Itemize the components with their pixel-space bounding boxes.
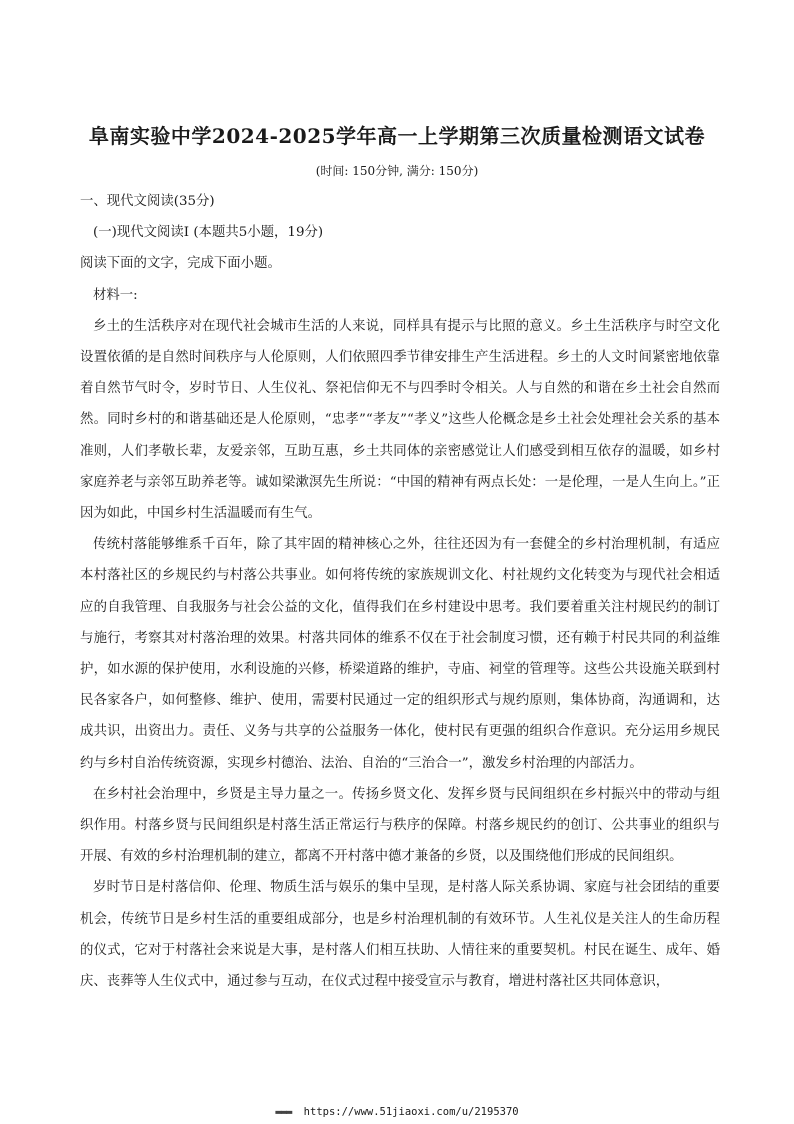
body-paragraph: 传统村落能够维系千百年，除了其牢固的精神核心之外，往往还因为有一套健全的乡村治理机制，有适应本村落社区的乡规民约与村落公共事业。如何将传统的家族规训文化、村社规约文化转变为与现代社会相适应的自我管理、自我服务与社会公益的文化，值得我们在乡村建设中思考。我们要着重关注村规民约的制订与施行，考察其对村落治理的效果。村落共同体的维系不仅在于社会制度习惯，还有赖于村民共同的利益维护，如水源的保护使用，水利设施的兴修，桥梁道路的维护，寺庙、祠堂的管理等。这些公共设施关联到村民各家各户，如何整修、维护、使用，需要村民通过一定的组织形式与规约原则，集体协商，沟通调和，达成共识，出资出力。责任、义务与共享的公益服务一体化，使村民有更强的组织合作意识。充分运用乡规民约与乡村自治传统资源，实现乡村德治、法治、自治的“三治合一”，激发乡村治理的内部活力。 <box>80 537 720 771</box>
material-label: 材料一: <box>93 287 138 303</box>
document-body <box>80 186 720 997</box>
body-paragraph: 在乡村社会治理中，乡贤是主导力量之一。传扬乡贤文化、发挥乡贤与民间组织在乡村振兴中的带动与组织作用。村落乡贤与民间组织是村落生活正常运行与秩序的保障。村落乡规民约的创订、公共事业的组织与开展、有效的乡村治理机制的建立，都离不开村落中德才兼备的乡贤，以及围绕他们形成的民间组织。 <box>80 786 720 865</box>
exam-info: (时间: 150分钟, 满分: 150分) <box>315 164 479 178</box>
footer-mark: ▬▬▬ <box>275 1106 292 1118</box>
body-paragraph: 乡土的生活秩序对在现代社会城市生活的人来说，同样具有提示与比照的意义。乡土生活秩序与时空文化设置依循的是自然时间秩序与人伦原则，人们依照四季节律安排生产生活进程。乡土的人文时间紧密地依靠着自然节气时令，岁时节日、人生仪礼、祭祀信仰无不与四季时令相关。人与自然的和谐在乡土社会自然而然。同时乡村的和谐基础还是人伦原则，“忠孝”“孝友”“孝义”这些人伦概念是乡土社会处理社会关系的基本准则，人们孝敬长辈，友爱亲邻，互助互惠，乡土共同体的亲密感觉让人们感受到相互依存的温暖，如乡村家庭养老与亲邻互助养老等。诚如梁漱溟先生所说：“中国的精神有两点长处：一是伦理，一是人生向上。”正因为如此，中国乡村生活温暖而有生气。 <box>80 318 720 522</box>
page-title: 阜南实验中学2024-2025学年高一上学期第三次质量检测语文试卷 <box>88 124 706 148</box>
instruction-text: 阅读下面的文字，完成下面小题。 <box>80 256 281 272</box>
body-paragraph: 岁时节日是村落信仰、伦理、物质生活与娱乐的集中呈现，是村落人际关系协调、家庭与社会团结的重要机会，传统节日是乡村生活的重要组成部分，也是乡村治理机制的有效环节。人生礼仪是关注人的生命历程的仪式，它对于村落社会来说是大事，是村落人们相互扶助、人情往来的重要契机。村民在诞生、成年、婚庆、丧葬等人生仪式中，通过参与互动，在仪式过程中接受宣示与教育，增进村落社区共同体意识， <box>80 880 720 990</box>
footer-url[interactable]: https://www.51jiaoxi.com/u/2195370 <box>303 1106 519 1118</box>
section-heading: 一、现代文阅读(35分) <box>80 194 215 209</box>
subsection-heading: (一)现代文阅读Ⅰ (本题共5小题，19分) <box>93 225 324 241</box>
page-footer <box>0 1106 794 1118</box>
